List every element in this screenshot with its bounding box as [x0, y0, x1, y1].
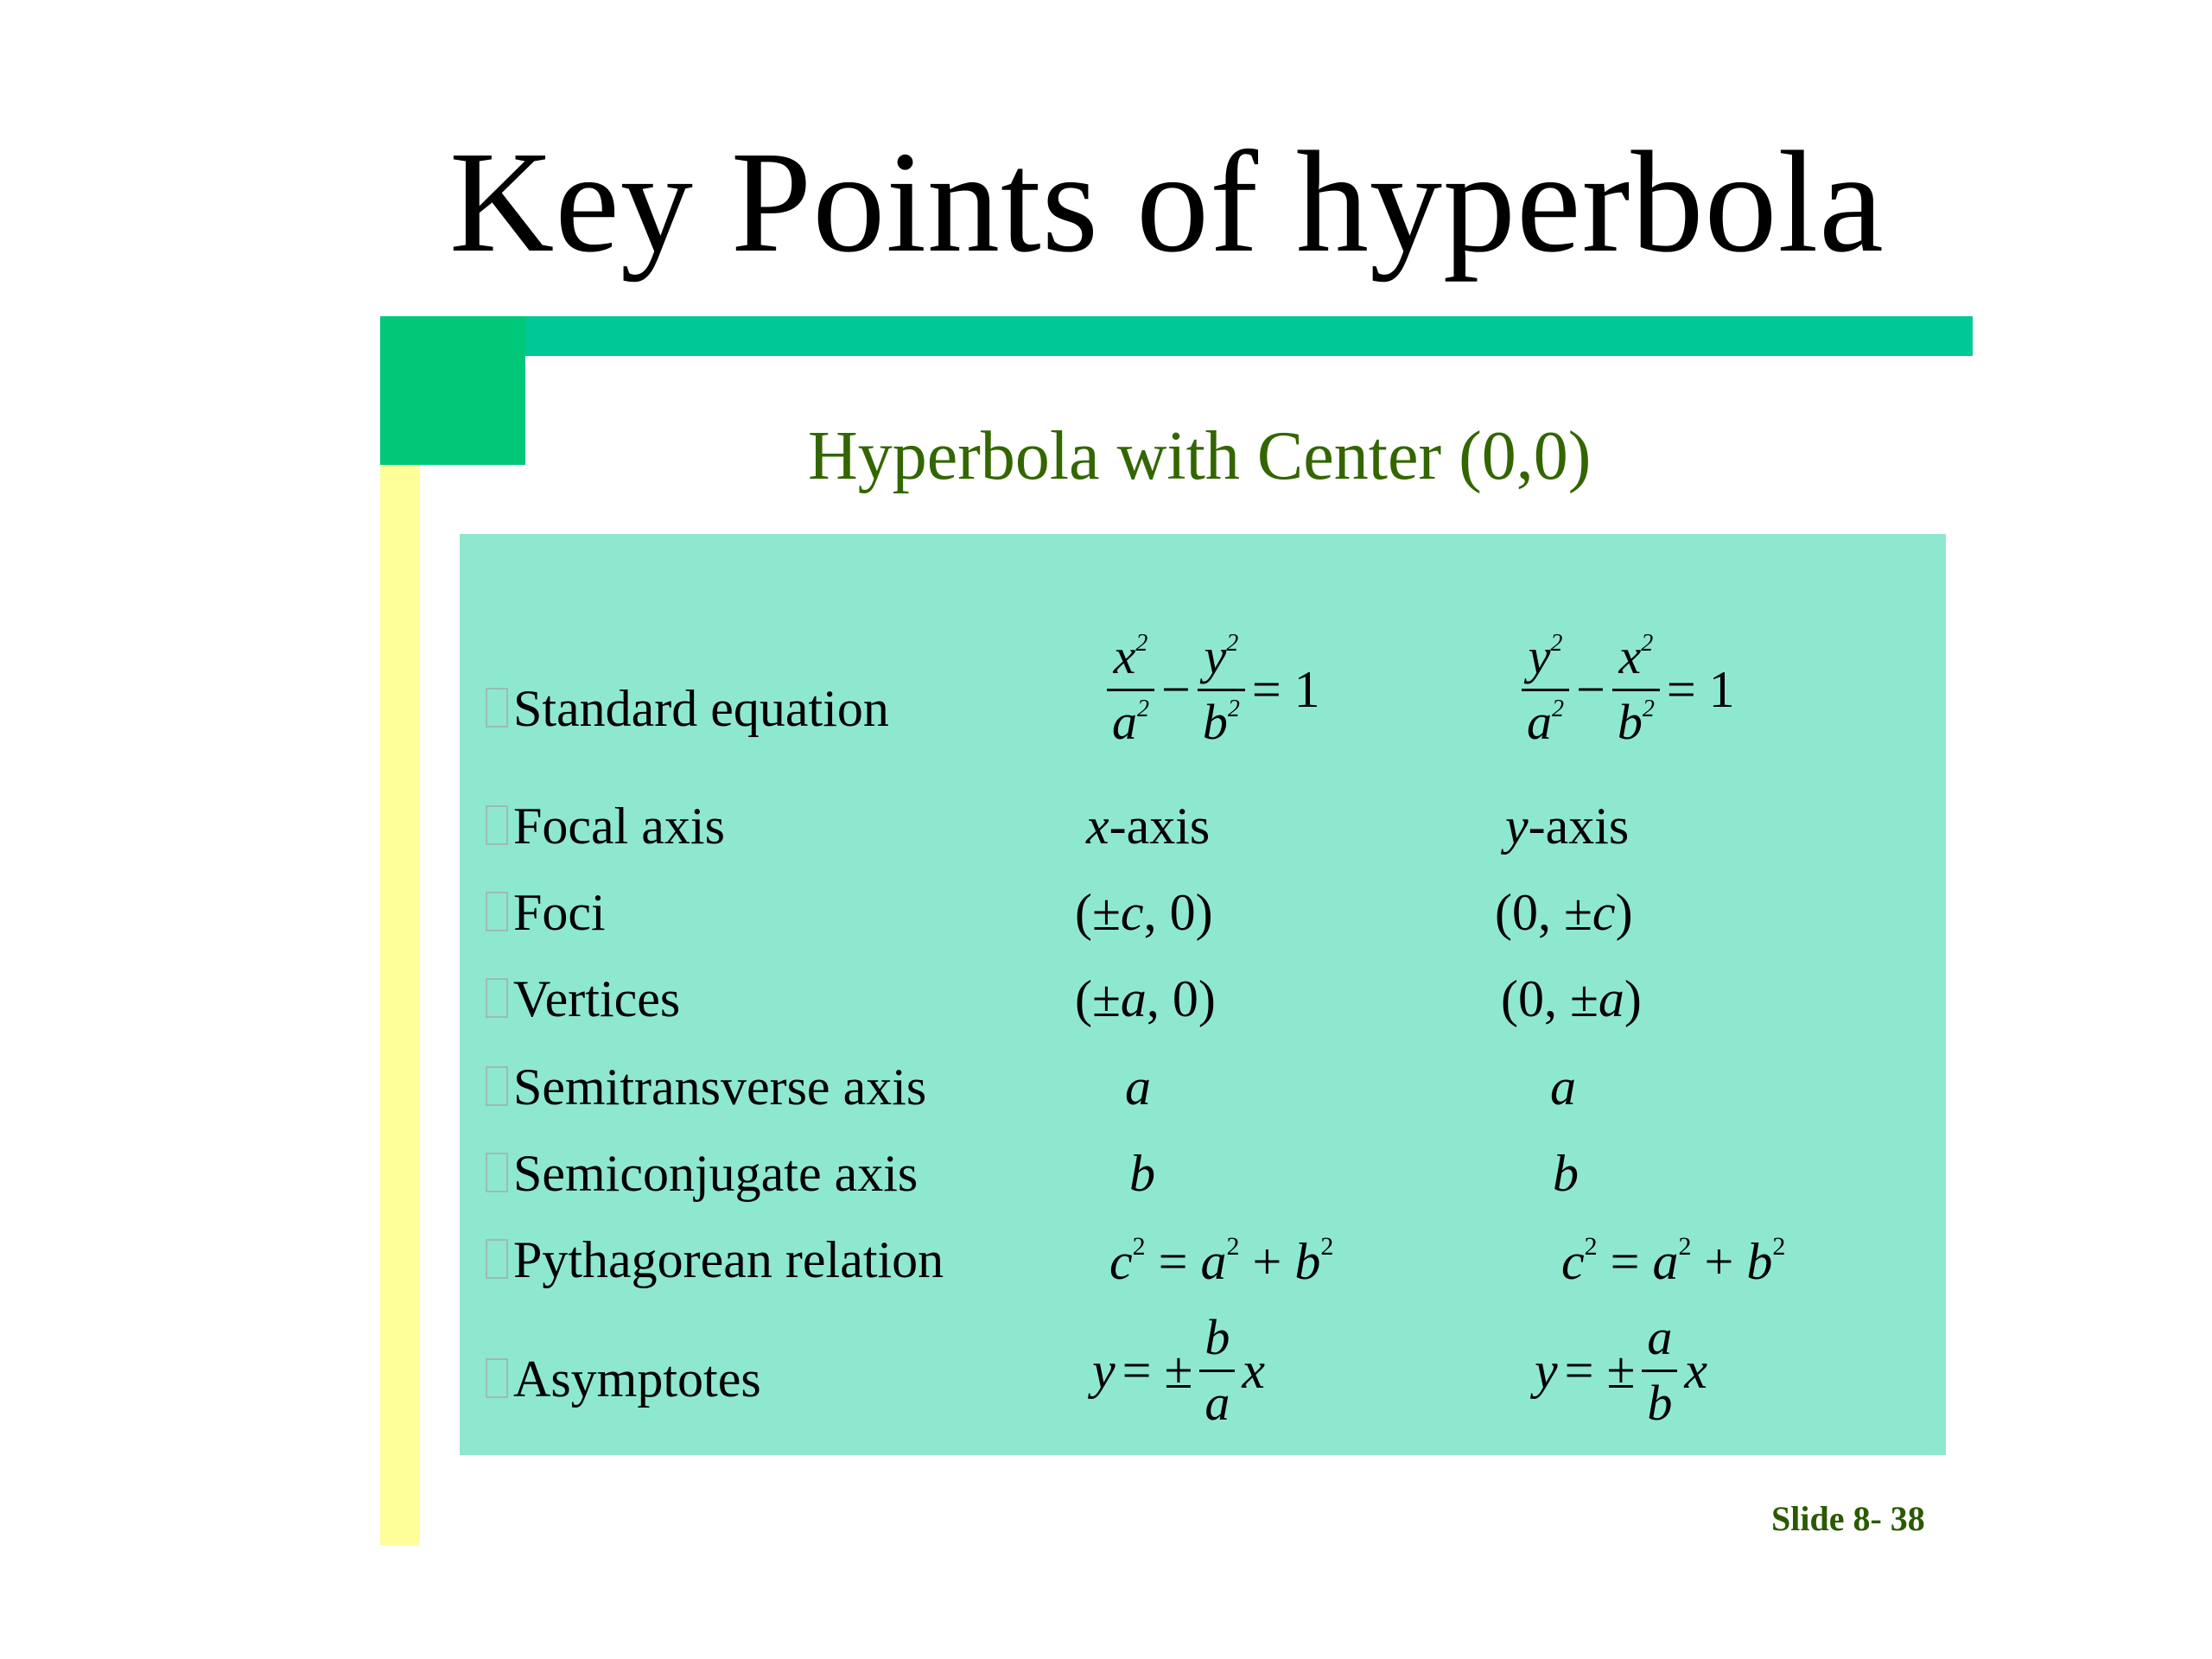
row-label: Focal axis	[486, 800, 725, 852]
top-accent-bar	[380, 316, 1973, 356]
semitransverse-col2: a	[1550, 1058, 1576, 1116]
bullet-icon	[486, 688, 508, 728]
row-label: Foci	[486, 887, 606, 938]
slide-title: Key Points of hyperbola	[449, 122, 1885, 283]
vertices-col2: (0, ±a)	[1501, 970, 1642, 1027]
asymptotes-col1: y= ± $\frac{b}{a}$ x	[1092, 1309, 1266, 1431]
bullet-icon	[486, 1358, 508, 1398]
bullet-icon	[486, 1066, 508, 1106]
bullet-icon	[486, 1239, 508, 1279]
asymptotes-col2: y= ± $\frac{a}{b}$ x	[1535, 1309, 1708, 1431]
pythagorean-col1: $c^2 = a^2 + b^2$	[1109, 1232, 1334, 1290]
slide-number: Slide 8- 38	[1771, 1499, 1925, 1538]
pythagorean-col2: $c^2 = a^2 + b^2$	[1561, 1232, 1786, 1290]
row-label: Semiconjugate axis	[486, 1147, 918, 1199]
corner-accent-square	[380, 316, 525, 465]
key-points-table	[460, 534, 1946, 1455]
row-label: Pythagorean relation	[486, 1234, 944, 1286]
vertices-col1: (±a, 0)	[1075, 970, 1216, 1027]
bullet-icon	[486, 1153, 508, 1192]
row-label: Semitransverse axis	[486, 1061, 926, 1113]
row-label: Standard equation	[486, 683, 889, 734]
row-label: Vertices	[486, 973, 680, 1025]
bullet-icon	[486, 978, 508, 1018]
standard-equation-x-focal: $\frac{x^2}{a^2}$ − $\frac{y^2}{b^2}$ = 1	[1103, 631, 1324, 749]
semitransverse-col1: a	[1125, 1058, 1151, 1116]
focal-axis-col1: x-axis	[1086, 798, 1211, 855]
row-label: Asymptotes	[486, 1353, 761, 1405]
foci-col2: (0, ±c)	[1495, 884, 1633, 941]
foci-col1: (±c, 0)	[1075, 884, 1213, 941]
bullet-icon	[486, 892, 508, 931]
semiconjugate-col2: b	[1553, 1145, 1579, 1202]
left-accent-bar	[380, 465, 420, 1545]
standard-equation-y-focal: $\frac{y^2}{a^2}$ − $\frac{x^2}{b^2}$ = 1	[1518, 631, 1738, 749]
focal-axis-col2: y-axis	[1505, 798, 1630, 855]
semiconjugate-col1: b	[1129, 1145, 1155, 1202]
slide-subtitle: Hyperbola with Center (0,0)	[808, 418, 1592, 494]
bullet-icon	[486, 805, 508, 845]
